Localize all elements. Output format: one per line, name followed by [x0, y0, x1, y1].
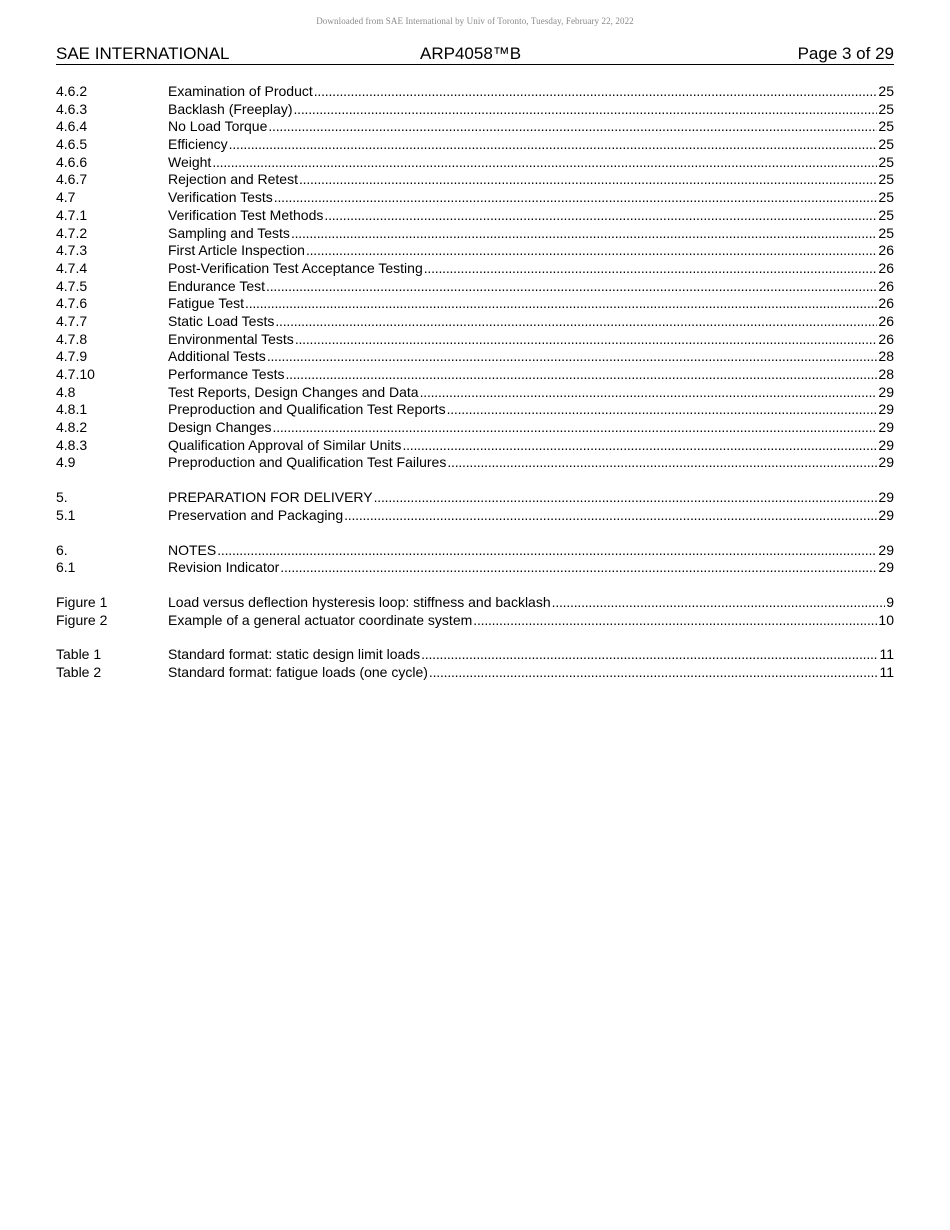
- toc-section-5: [56, 489, 894, 524]
- toc-entry-page: 29: [878, 541, 894, 558]
- dot-leader: [295, 331, 878, 349]
- toc-entry-number: 4.7.9: [56, 348, 88, 365]
- toc-entry-page: 26: [878, 277, 894, 294]
- toc-entry-number: 4.6.5: [56, 136, 88, 153]
- list-of-tables: [56, 646, 894, 681]
- toc-entry-title: Rejection and Retest: [168, 171, 298, 188]
- toc-entry-number: 4.9: [56, 454, 76, 471]
- dot-leader: [212, 154, 877, 172]
- toc-entry-number: 4.7.10: [56, 366, 95, 382]
- toc-entry[interactable]: [56, 331, 894, 349]
- toc-entry-page: 26: [878, 259, 894, 276]
- download-watermark: Downloaded from SAE International by Univ of Toronto, Tuesday, February 22, 2022: [316, 16, 634, 26]
- toc-entry-page: 25: [878, 206, 894, 223]
- toc-entry[interactable]: [56, 242, 894, 260]
- table-entry[interactable]: [56, 664, 894, 682]
- toc-entry-title: Examination of Product: [168, 83, 313, 99]
- toc-entry[interactable]: [56, 207, 894, 225]
- toc-entry-title: Post-Verification Test Acceptance Testing: [168, 259, 423, 276]
- toc-entry-page: 25: [878, 153, 894, 170]
- toc-entry-title: Standard format: static design limit loads: [168, 646, 421, 663]
- toc-entry-number: 6.: [56, 541, 68, 558]
- toc-entry-title: NOTES: [168, 541, 217, 558]
- figure-entry[interactable]: [56, 594, 894, 612]
- figure-entry[interactable]: [56, 612, 894, 630]
- toc-entry-page: 28: [878, 348, 894, 365]
- toc-entry[interactable]: [56, 313, 894, 331]
- toc-entry-page: 29: [878, 454, 894, 471]
- toc-entry-number: 4.7.8: [56, 330, 88, 347]
- header-page-number: Page 3 of 29: [797, 44, 894, 63]
- dot-leader: [291, 225, 877, 243]
- toc-entry-page: 11: [879, 663, 894, 680]
- dot-leader: [299, 171, 877, 189]
- toc-entry-title: Sampling and Tests: [168, 224, 290, 241]
- dot-leader: [280, 559, 877, 577]
- toc-entry-number: 4.7.7: [56, 312, 88, 329]
- toc-entry[interactable]: [56, 454, 894, 472]
- toc-entry[interactable]: [56, 542, 894, 560]
- toc-entry-page: 25: [878, 136, 894, 153]
- header-doc-number: ARP4058™B: [420, 44, 522, 63]
- toc-entry[interactable]: [56, 189, 894, 207]
- toc-entry[interactable]: [56, 507, 894, 525]
- toc-entry-number: Table 1: [56, 646, 102, 663]
- toc-entry-number: 5.: [56, 489, 68, 506]
- toc-entry[interactable]: [56, 136, 894, 154]
- dot-leader: [268, 118, 877, 136]
- toc-entry-page: 25: [878, 224, 894, 241]
- toc-entry-title: Design Changes: [168, 419, 272, 436]
- toc-spacer: [56, 472, 894, 489]
- toc-entry-page: 10: [878, 611, 894, 628]
- toc-entry-title: Test Reports, Design Changes and Data: [168, 383, 419, 400]
- dot-leader: [266, 278, 877, 296]
- list-of-figures: [56, 594, 894, 629]
- toc-entry-number: 4.8: [56, 383, 76, 400]
- dot-leader: [229, 136, 878, 154]
- toc-entry-number: Table 2: [56, 663, 102, 680]
- toc-entry[interactable]: [56, 419, 894, 437]
- dot-leader: [374, 489, 878, 507]
- dot-leader: [273, 419, 878, 437]
- toc-entry-title: Additional Tests: [168, 348, 266, 365]
- toc-entry-page: 29: [878, 401, 894, 418]
- dot-leader: [274, 189, 878, 207]
- header-org: SAE INTERNATIONAL: [56, 44, 230, 63]
- dot-leader: [447, 454, 877, 472]
- toc-entry[interactable]: [56, 83, 894, 101]
- toc-entry-page: 26: [878, 312, 894, 329]
- table-entry[interactable]: [56, 646, 894, 664]
- toc-entry-title: Preservation and Packaging: [168, 506, 344, 523]
- toc-entry-number: 4.6.7: [56, 171, 88, 188]
- toc-entry-page: 29: [878, 506, 894, 523]
- dot-leader: [473, 612, 877, 630]
- dot-leader: [217, 542, 877, 560]
- dot-leader: [552, 594, 886, 612]
- toc-entry[interactable]: [56, 384, 894, 402]
- dot-leader: [429, 664, 879, 682]
- toc-entry-number: 4.6.3: [56, 100, 88, 117]
- toc-entry-number: 4.8.2: [56, 419, 88, 436]
- toc-entry-title: Preproduction and Qualification Test Reports: [168, 401, 446, 418]
- toc-entry-number: 4.6.4: [56, 118, 88, 135]
- table-of-contents: [56, 83, 894, 682]
- toc-entry-page: 25: [878, 171, 894, 188]
- dot-leader: [294, 101, 878, 119]
- toc-entry[interactable]: [56, 260, 894, 278]
- toc-entry-page: 29: [878, 489, 894, 506]
- toc-entry-number: 4.7.5: [56, 277, 88, 294]
- toc-spacer: [56, 577, 894, 594]
- toc-entry[interactable]: [56, 437, 894, 455]
- toc-entry-number: Figure 1: [56, 593, 108, 610]
- toc-entry[interactable]: [56, 171, 894, 189]
- toc-entry[interactable]: [56, 118, 894, 136]
- toc-spacer: [56, 629, 894, 646]
- toc-entry-number: 4.7.1: [56, 206, 88, 223]
- toc-entry[interactable]: [56, 559, 894, 577]
- toc-entry-page: 29: [878, 419, 894, 436]
- toc-entry-number: 4.7.3: [56, 242, 88, 259]
- dot-leader: [306, 242, 877, 260]
- dot-leader: [424, 260, 878, 278]
- toc-entry-number: 4.6.2: [56, 83, 88, 99]
- dot-leader: [314, 83, 878, 101]
- toc-entry-title: Environmental Tests: [168, 330, 294, 347]
- dot-leader: [267, 348, 878, 366]
- toc-entry-title: Weight: [168, 153, 212, 170]
- toc-entry-title: No Load Torque: [168, 118, 268, 135]
- toc-section-4: [56, 83, 894, 472]
- toc-entry-title: Standard format: fatigue loads (one cycle): [168, 663, 428, 680]
- page-header: [56, 44, 894, 65]
- dot-leader: [420, 384, 878, 402]
- toc-entry-number: 4.7: [56, 189, 76, 206]
- toc-entry-title: Revision Indicator: [168, 559, 280, 576]
- toc-entry-number: 4.7.6: [56, 295, 88, 312]
- toc-entry-title: Static Load Tests: [168, 312, 275, 329]
- toc-entry[interactable]: [56, 225, 894, 243]
- toc-entry-title: Backlash (Freeplay): [168, 100, 293, 117]
- toc-entry-number: 4.8.3: [56, 436, 88, 453]
- toc-entry-page: 29: [878, 383, 894, 400]
- toc-entry-page: 26: [878, 295, 894, 312]
- toc-entry[interactable]: [56, 401, 894, 419]
- dot-leader: [402, 437, 877, 455]
- toc-entry-number: 4.7.2: [56, 224, 88, 241]
- toc-entry-number: Figure 2: [56, 611, 108, 628]
- toc-entry-page: 25: [878, 118, 894, 135]
- toc-entry-title: Preproduction and Qualification Test Failures: [168, 454, 447, 471]
- toc-entry[interactable]: [56, 154, 894, 172]
- dot-leader: [275, 313, 877, 331]
- toc-entry-page: 9: [886, 593, 894, 610]
- dot-leader: [421, 646, 878, 664]
- toc-entry-page: 28: [878, 366, 894, 382]
- toc-entry[interactable]: [56, 348, 894, 366]
- toc-entry-page: 26: [878, 330, 894, 347]
- toc-entry-page: 25: [878, 83, 894, 99]
- toc-entry[interactable]: [56, 366, 894, 384]
- dot-leader: [324, 207, 877, 225]
- toc-entry-page: 26: [878, 242, 894, 259]
- toc-spacer: [56, 525, 894, 542]
- toc-entry-number: 6.1: [56, 559, 76, 576]
- toc-entry[interactable]: [56, 278, 894, 296]
- toc-entry-title: Verification Tests: [168, 189, 273, 206]
- toc-entry-page: 29: [878, 559, 894, 576]
- toc-entry-page: 29: [878, 436, 894, 453]
- toc-entry-title: Verification Test Methods: [168, 206, 324, 223]
- dot-leader: [344, 507, 877, 525]
- toc-entry-number: 4.8.1: [56, 401, 88, 418]
- dot-leader: [447, 401, 878, 419]
- toc-entry[interactable]: [56, 489, 894, 507]
- toc-entry-title: First Article Inspection: [168, 242, 305, 259]
- toc-entry-title: Example of a general actuator coordinate system: [168, 611, 473, 628]
- toc-entry-title: PREPARATION FOR DELIVERY: [168, 489, 373, 506]
- toc-entry[interactable]: [56, 101, 894, 119]
- toc-entry-title: Efficiency: [168, 136, 228, 153]
- toc-entry-number: 4.7.4: [56, 259, 88, 276]
- toc-entry-title: Qualification Approval of Similar Units: [168, 436, 402, 453]
- toc-entry-title: Load versus deflection hysteresis loop: stiffness and backlash: [168, 593, 551, 610]
- toc-entry-title: Endurance Test: [168, 277, 266, 294]
- toc-section-6: [56, 542, 894, 577]
- toc-entry-number: 5.1: [56, 506, 76, 523]
- toc-entry-page: 11: [879, 646, 894, 663]
- toc-entry[interactable]: [56, 295, 894, 313]
- dot-leader: [285, 366, 877, 384]
- toc-entry-number: 4.6.6: [56, 153, 88, 170]
- toc-entry-page: 25: [878, 100, 894, 117]
- toc-entry-page: 25: [878, 189, 894, 206]
- toc-entry-title: Performance Tests: [168, 366, 285, 382]
- toc-entry-title: Fatigue Test: [168, 295, 245, 312]
- dot-leader: [245, 295, 877, 313]
